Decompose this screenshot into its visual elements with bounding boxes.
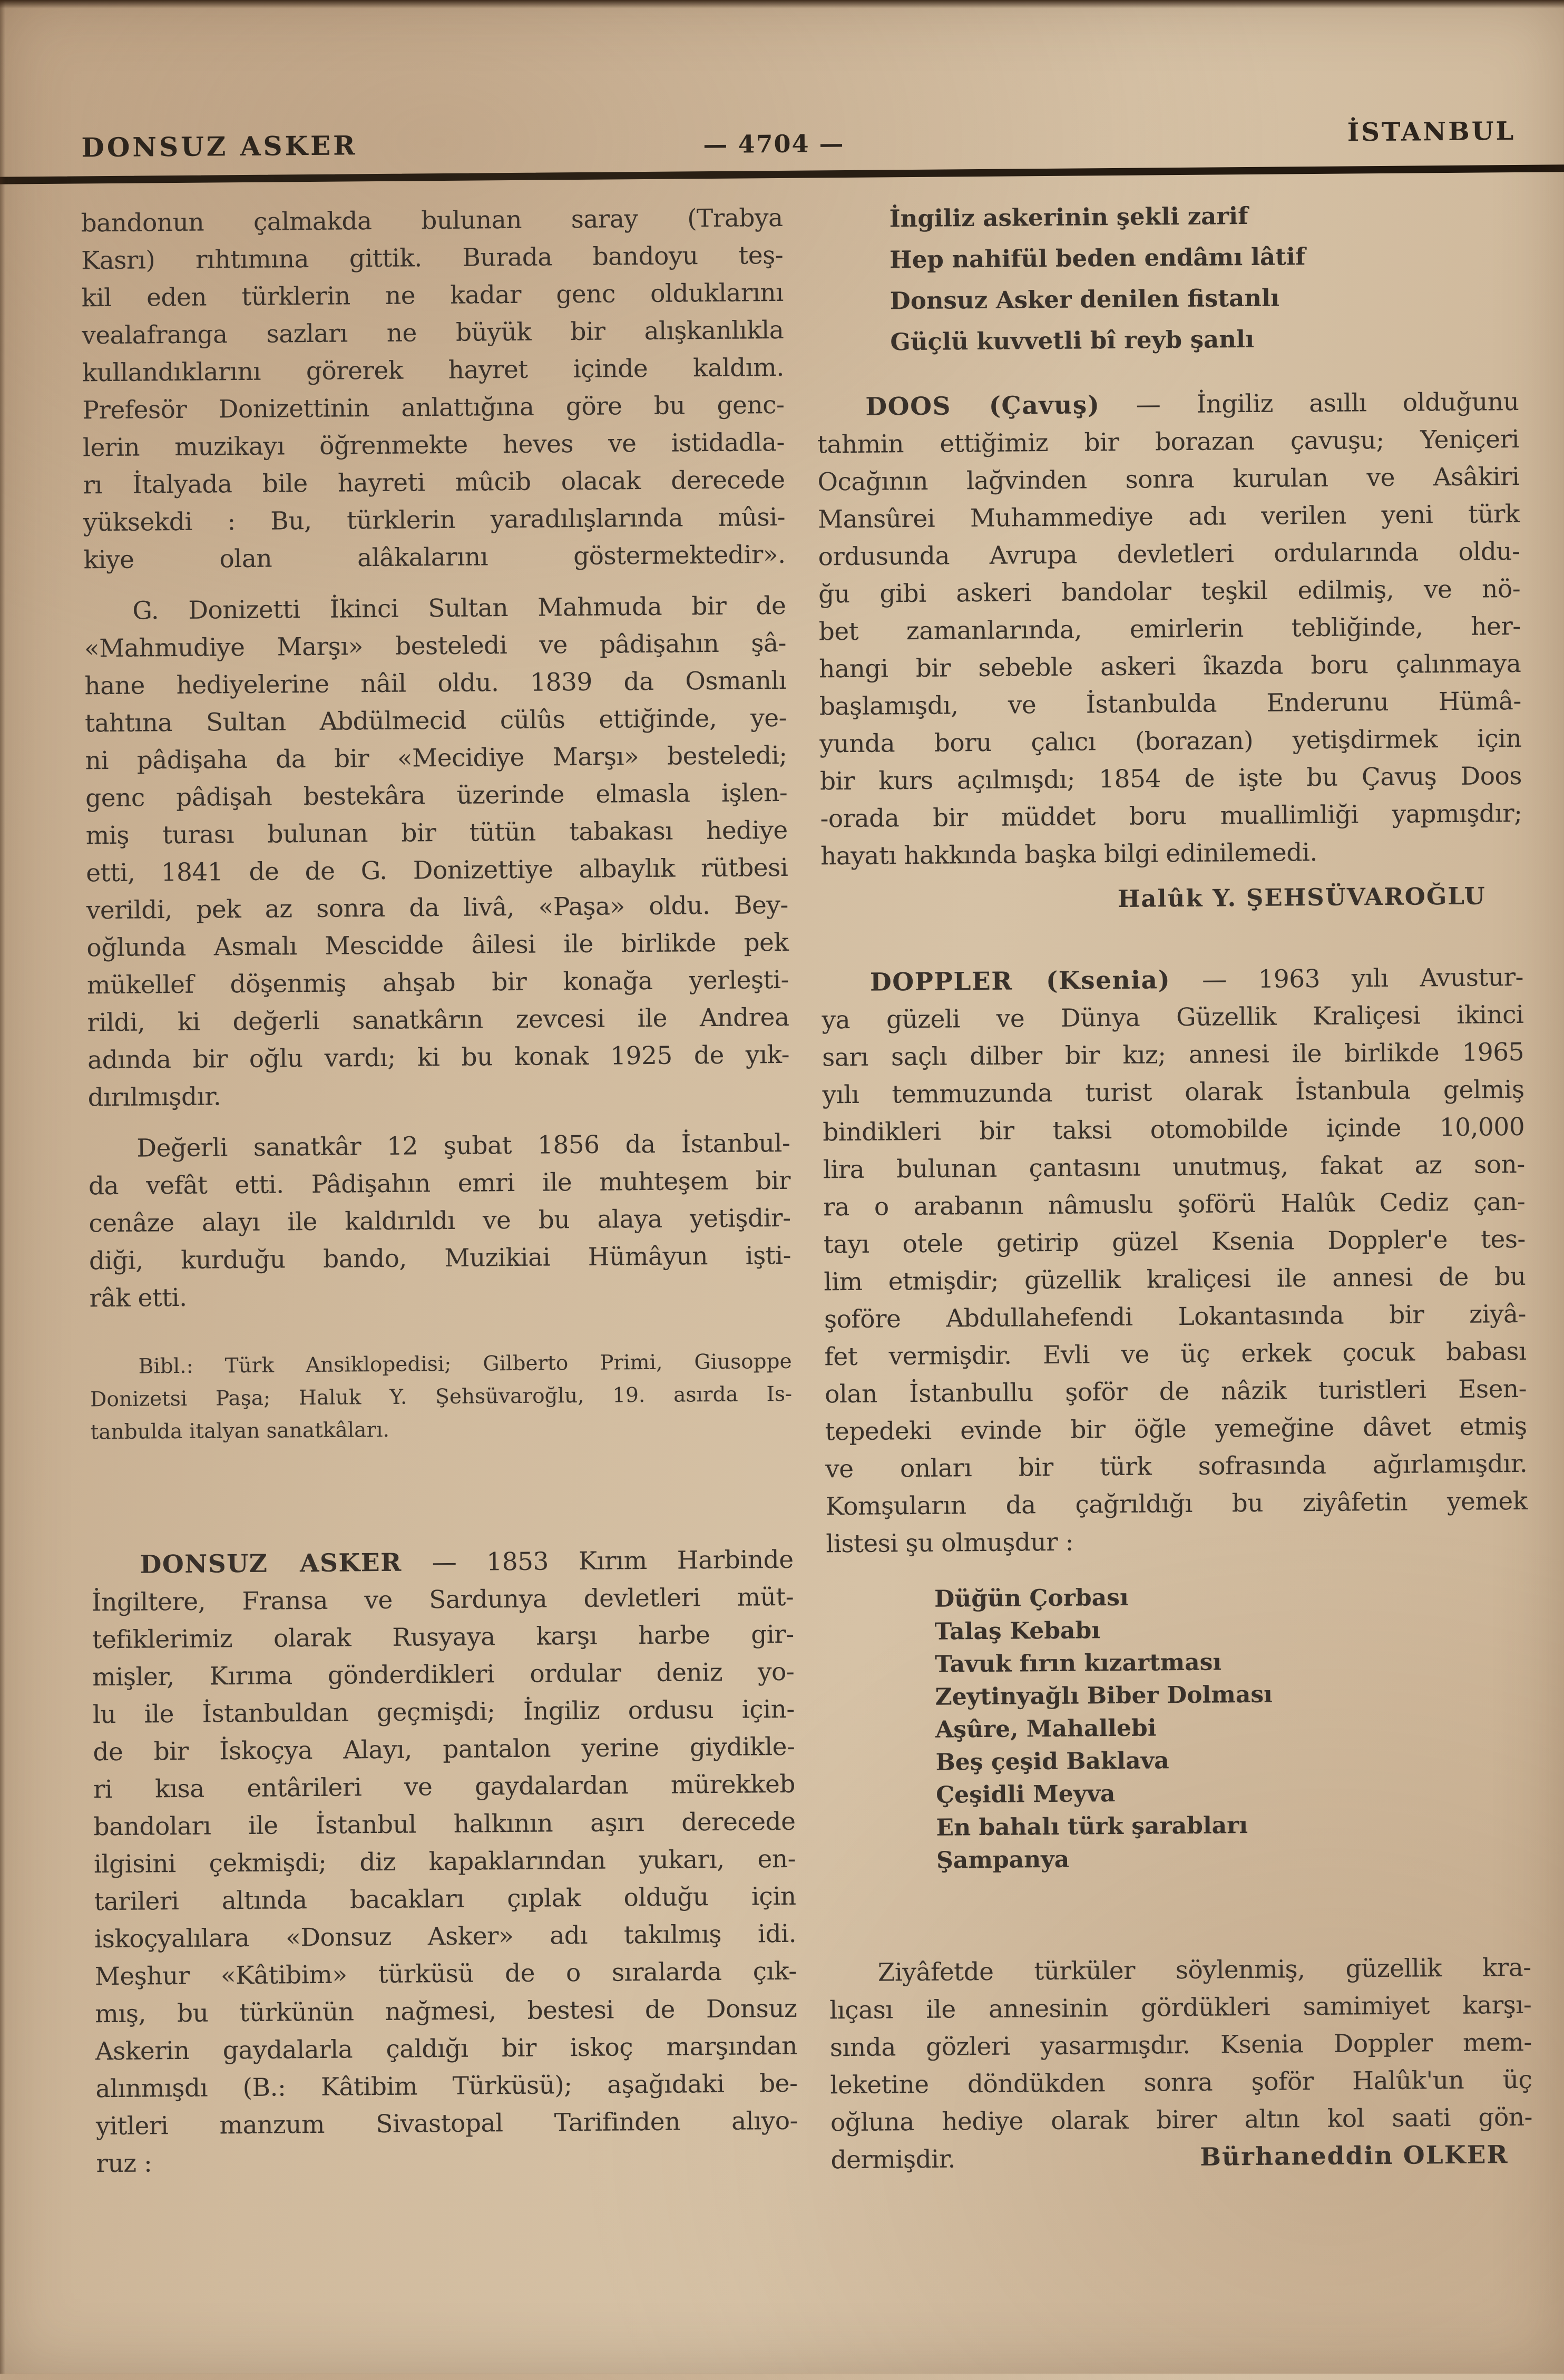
entry-term: DOOS (Çavuş)	[865, 391, 1100, 422]
text-line: dırılmışdır.	[87, 1082, 221, 1113]
text-line: Çeşidli Meyva	[935, 1780, 1116, 1809]
entry-donsuz-asker	[91, 1541, 798, 2182]
text-line: En bahalı türk şarabları	[936, 1812, 1248, 1841]
text-line: DOOS (Çavuş) — İngiliz asıllı olduğunu	[865, 387, 1519, 422]
text-line: Tavuk fırın kızartması	[934, 1649, 1222, 1678]
text-line: bir kurs açılmışdı; 1854 de işte bu Çavuş Doos	[819, 761, 1522, 796]
text-line: lira bulunan çantasını unutmuş, fakat az son-	[823, 1149, 1525, 1185]
text-line: iskoçyalılara «Donsuz Asker» adı takılmış idi.	[94, 1919, 797, 1954]
text-line: ri kısa entârileri ve gaydalardan mürekkeb	[93, 1769, 796, 1804]
text-column-right	[815, 193, 1532, 2179]
text-line: Değerli sanatkâr 12 şubat 1856 da İstanbul-	[136, 1128, 790, 1163]
text-line: etti, 1841 de de G. Donizettiye albaylık rütbesi	[86, 853, 788, 888]
text-line: Prefesör Donizettinin anlattığına göre bu genc-	[82, 390, 785, 425]
text-line: sında gözleri yasarmışdır. Ksenia Doppler mem-	[829, 2027, 1532, 2063]
text-line: tarileri altında bacakları çıplak olduğu için	[94, 1881, 796, 1917]
text-line: Bibl.: Türk Ansiklopedisi; Gilberto Primi, Giusoppe	[138, 1349, 792, 1379]
text-line: râk etti.	[89, 1283, 187, 1313]
text-line: hangi bir sebeble askeri îkazda boru çalınmaya	[819, 649, 1521, 684]
author-signature-sehsuvaroglu	[820, 877, 1523, 920]
bibliography	[90, 1345, 792, 1449]
text-line: mişler, Kırıma gönderdikleri ordular deniz yo-	[92, 1657, 795, 1692]
text-line: G. Donizetti İkinci Sultan Mahmuda bir de	[132, 591, 786, 626]
text-line: «Mahmudiye Marşı» besteledi ve pâdişahın şâ-	[84, 628, 787, 664]
header-rule	[0, 164, 1564, 184]
text-line: oğlunda Asmalı Mescidde âilesi ile birlikde pek	[86, 928, 789, 963]
entry-doos	[817, 383, 1522, 875]
text-line: sarı saçlı dilber bir kız; annesi ile birlikde 1965	[822, 1037, 1524, 1072]
text-line: ğu gibi askeri bandolar teşkil edilmiş, ve nö-	[818, 574, 1521, 609]
text-line: yüksekdi : Bu, türklerin yaradılışlarında mûsi-	[83, 502, 786, 538]
text-line: Meşhur «Kâtibim» türküsü de o sıralarda çık-	[94, 1956, 797, 1992]
text-line: rı İtalyada bile hayreti mûcib olacak derecede	[83, 465, 785, 500]
text-line: verildi, pek az sonra da livâ, «Paşa» oldu. Bey-	[86, 890, 789, 925]
text-line: ilgisini çekmişdi; diz kapaklarından yukarı, en-	[93, 1844, 796, 1879]
donsuz-asker-verse	[815, 193, 1518, 363]
text-line: İngiliz askerinin şekli zarif	[889, 201, 1248, 233]
text-line: yitleri manzum Sivastopal Tarifinden alıyo-	[95, 2106, 798, 2141]
banquet-menu-list	[826, 1578, 1530, 1878]
text-line: -orada bir müddet boru muallimliği yapmışdır;	[820, 798, 1522, 834]
text-line: lıçası ile annesinin gördükleri samimiyet karşı-	[829, 1990, 1532, 2025]
text-line: DONSUZ ASKER — 1853 Kırım Harbinde	[140, 1545, 794, 1579]
text-line: leketine döndükden sonra şoför Halûk'un üç	[830, 2065, 1532, 2100]
text-line: ya güzeli ve Dünya Güzellik Kraliçesi ikinci	[822, 1000, 1524, 1035]
text-line: tanbulda italyan sanatkâları.	[90, 1418, 390, 1445]
entry-term: DOPPLER (Ksenia)	[869, 965, 1171, 997]
text-line: olan İstanbullu şoför de nâzik turistleri Esen-	[824, 1374, 1527, 1409]
text-line: fet vermişdir. Evli ve üç erkek çocuk babası	[824, 1337, 1527, 1372]
text-line: şoföre Abdullahefendi Lokantasında bir ziyâ-	[824, 1299, 1527, 1334]
text-line: Mansûrei Muhammediye adı verilen yeni türk	[817, 499, 1520, 534]
text-line: tefiklerimiz olarak Rusyaya karşı harbe gir-	[92, 1620, 794, 1655]
text-line: lerin muzikayı öğrenmekte heves ve istidadla-	[82, 427, 785, 463]
text-line: oğluna hediye olarak birer altın kol saati gön-	[830, 2102, 1533, 2138]
text-line: İngiltere, Fransa ve Sardunya devletleri müt-	[91, 1582, 794, 1617]
entry-doppler	[822, 959, 1528, 1563]
text-line: Ocağının lağvinden sonra kurulan ve Asâkiri	[817, 462, 1520, 497]
text-line: tahtına Sultan Abdülmecid cülûs ettiğinde, ye-	[84, 703, 787, 738]
text-line: tayı otele getirip güzel Ksenia Doppler'e tes-	[823, 1224, 1526, 1260]
text-line: cenâze alayı ile kaldırıldı ve bu alaya yetişdir-	[89, 1203, 791, 1238]
entry-term: DONSUZ ASKER	[140, 1548, 402, 1579]
text-line: Halûk Y. ŞEHSÜVAROĞLU	[1117, 882, 1486, 913]
running-title-left: DONSUZ ASKER	[81, 130, 358, 163]
text-line: Aşûre, Mahallebi	[935, 1714, 1157, 1743]
text-line: Beş çeşid Baklava	[935, 1747, 1169, 1776]
text-line: de bir İskoçya Alayı, pantalon yerine giydikle-	[93, 1732, 795, 1767]
text-line: bandoları ile İstanbul halkının aşırı derecede	[93, 1807, 796, 1842]
text-line: adında bir oğlu vardı; ki bu konak 1925 de yık-	[87, 1040, 790, 1075]
text-line: ordusunda Avrupa devletleri ordularında oldu-	[818, 537, 1520, 572]
scan-edge-top	[0, 0, 1564, 8]
author-signature: Bürhaneddin OLKER	[1200, 2140, 1509, 2172]
doppler-closing-paragraph	[829, 1949, 1532, 2179]
text-line: rildi, ki değerli sanatkârın zevcesi ile Andrea	[87, 1002, 789, 1038]
text-line: Askerin gaydalarla çaldığı bir iskoç marşından	[95, 2031, 798, 2066]
text-line: mış, bu türkünün nağmesi, bestesi de Donsuz	[95, 1994, 797, 2029]
text-line: hayatı hakkında başka bilgi edinilemedi.	[820, 838, 1317, 871]
text-line: Komşuların da çağrıldığı bu ziyâfetin yemek	[825, 1486, 1528, 1521]
text-line: kiye olan alâkalarını göstermektedir».	[83, 540, 786, 575]
running-title-right: İSTANBUL	[1347, 116, 1516, 148]
text-line: DOPPLER (Ksenia) — 1963 yılı Avustur-	[869, 962, 1524, 997]
donizetti-death-paragraph	[88, 1125, 791, 1317]
text-line: alınmışdı (B.: Kâtibim Türküsü); aşağıdaki be-	[95, 2069, 798, 2104]
text-line: yunda boru çalıcı (borazan) yetişdirmek için	[819, 724, 1522, 759]
text-line: ra o arabanın nâmuslu şoförü Halûk Cediz çan-	[823, 1187, 1526, 1222]
text-line: kil eden türklerin ne kadar genc olduklarını	[81, 278, 784, 313]
scan-edge-left	[0, 0, 5, 2374]
text-line: Zeytinyağlı Biber Dolması	[935, 1681, 1273, 1711]
text-fragment: dermişdir.	[830, 2144, 956, 2175]
text-line: genc pâdişah bestekâra üzerinde elmasla işlen-	[85, 778, 788, 813]
text-line: bet zamanlarında, emirlerin tebliğinde, her-	[818, 611, 1521, 647]
text-line: Düğün Çorbası	[934, 1584, 1129, 1613]
text-line: da vefât etti. Pâdişahın emri ile muhteşem bir	[88, 1166, 791, 1201]
text-line: Kasrı) rıhtımına gittik. Burada bandoyu teş-	[81, 240, 784, 276]
text-line: Talaş Kebabı	[934, 1617, 1101, 1645]
text-line: Ziyâfetde türküler söylenmiş, güzellik kra-	[877, 1953, 1531, 1987]
text-line: ni pâdişaha da bir «Mecidiye Marşı» besteledi;	[85, 740, 787, 776]
donizetti-continuation-paragraph	[81, 199, 786, 579]
text-line: Donsuz Asker denilen fistanlı	[889, 284, 1280, 315]
text-line: Hep nahifül beden endâmı lâtif	[889, 242, 1306, 274]
text-line: ruz :	[96, 2149, 152, 2179]
text-line: yılı temmuzunda turist olarak İstanbula gelmiş	[822, 1075, 1524, 1110]
text-line: vealafranga sazları ne büyük bir alışkanlıkla	[82, 315, 784, 350]
text-line: Donizetsi Paşa; Haluk Y. Şehsüvaroğlu, 19. asırda Is-	[90, 1382, 793, 1412]
text-line	[830, 2136, 1533, 2179]
text-line: kullandıklarını görerek hayret içinde kaldım.	[82, 353, 785, 388]
text-column-left	[81, 199, 798, 2182]
text-line: diği, kurduğu bando, Muzikiai Hümâyun işti-	[89, 1241, 791, 1276]
text-line: lu ile İstanbuldan geçmişdi; İngiliz ordusu için-	[92, 1694, 795, 1730]
text-line: listesi şu olmuşdur :	[826, 1527, 1074, 1559]
text-line: Şampanya	[936, 1846, 1070, 1874]
text-line: hane hediyelerine nâil oldu. 1839 da Osmanlı	[84, 666, 787, 701]
donizetti-marches-paragraph	[84, 587, 790, 1116]
text-line: bindikleri bir taksi otomobilde içinde 10,000	[822, 1112, 1525, 1147]
text-line: tahmin ettiğimiz bir borazan çavuşu; Yeniçeri	[817, 424, 1520, 460]
text-line: Güçlü kuvvetli bî reyb şanlı	[890, 325, 1255, 356]
text-line: başlamışdı, ve İstanbulda Enderunu Hümâ-	[819, 686, 1522, 721]
text-line: ve onları bir türk sofrasında ağırlamışdır.	[825, 1449, 1528, 1484]
page-number: — 4704 —	[703, 129, 845, 159]
text-line: mükellef döşenmiş ahşab bir konağa yerleşti-	[86, 965, 789, 1000]
text-line: tepedeki evinde bir öğle yemeğine dâvet etmiş	[825, 1411, 1527, 1447]
text-line: bandonun çalmakda bulunan saray (Trabya	[81, 203, 783, 238]
text-line: miş turası bulunan bir tütün tabakası hediye	[85, 815, 788, 851]
text-line: lim etmişdir; güzellik kraliçesi ile annesi de bu	[824, 1262, 1526, 1297]
